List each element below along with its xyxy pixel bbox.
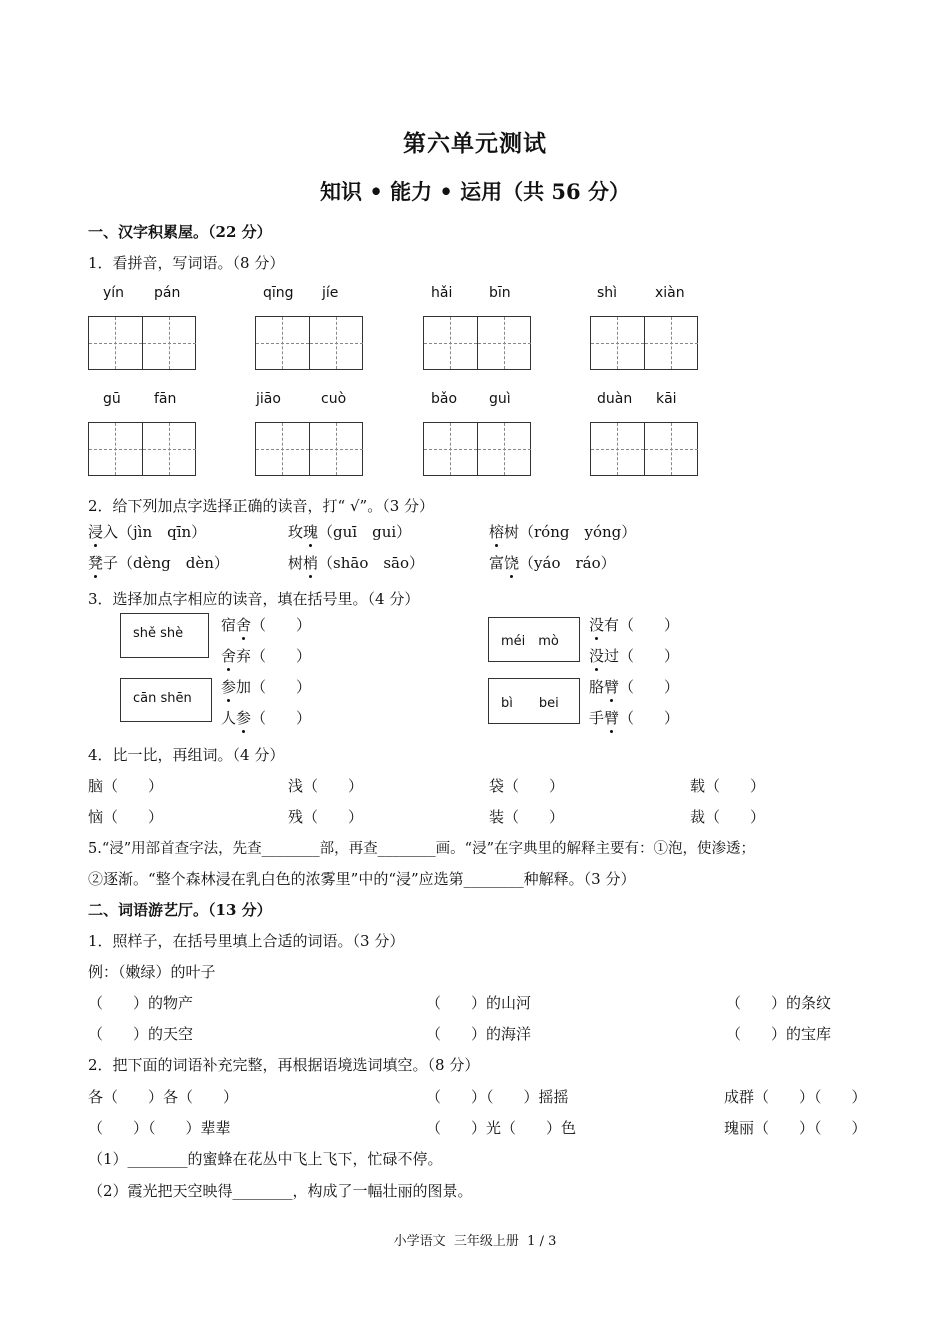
idiom-fill[interactable]: 各（ ）各（ ） bbox=[88, 1088, 239, 1106]
pinyin-label: gū bbox=[103, 391, 121, 407]
polyphone-word[interactable]: 宿舍（ ） bbox=[221, 616, 312, 634]
pinyin-label: shì bbox=[597, 285, 618, 301]
question-3: 3．选择加点字相应的读音，填在括号里。（4 分） bbox=[88, 590, 420, 608]
writing-grid[interactable] bbox=[590, 422, 698, 476]
context-fill-2[interactable]: （2）霞光把天空映得________，构成了一幅壮丽的图景。 bbox=[88, 1182, 473, 1200]
fill-phrase[interactable]: （ ）的条纹 bbox=[726, 994, 832, 1012]
pinyin-label: bǎo bbox=[431, 391, 458, 407]
pinyin-label: duàn bbox=[597, 391, 633, 407]
reading-choice[interactable]: 浸入（jìn qīn） bbox=[88, 523, 207, 541]
writing-grid[interactable] bbox=[88, 316, 196, 370]
pinyin-option-box: cān shēn bbox=[120, 678, 212, 722]
fill-phrase[interactable]: （ ）的天空 bbox=[88, 1025, 194, 1043]
compare-item[interactable]: 脑（ ） bbox=[88, 777, 164, 795]
compare-item[interactable]: 残（ ） bbox=[288, 808, 364, 826]
pinyin-label: kāi bbox=[656, 391, 677, 407]
reading-choice[interactable]: 树梢（shāo sāo） bbox=[288, 554, 425, 572]
polyphone-word[interactable]: 没有（ ） bbox=[589, 616, 680, 634]
idiom-fill[interactable]: （ ）光（ ）色 bbox=[426, 1119, 577, 1137]
fill-phrase[interactable]: （ ）的物产 bbox=[88, 994, 194, 1012]
context-fill-1[interactable]: （1）________的蜜蜂在花丛中飞上飞下，忙碌不停。 bbox=[88, 1150, 443, 1168]
fill-phrase[interactable]: （ ）的海洋 bbox=[426, 1025, 532, 1043]
writing-grid[interactable] bbox=[423, 422, 531, 476]
idiom-fill[interactable]: 瑰丽（ ）（ ） bbox=[724, 1119, 867, 1137]
section-2-question-1: 1．照样子，在括号里填上合适的词语。（3 分） bbox=[88, 932, 405, 950]
reading-choice[interactable]: 榕树（róng yóng） bbox=[489, 523, 637, 541]
pinyin-label: xiàn bbox=[655, 285, 685, 301]
idiom-fill[interactable]: 成群（ ）（ ） bbox=[724, 1088, 867, 1106]
writing-grid[interactable] bbox=[255, 422, 363, 476]
pinyin-label: pán bbox=[154, 285, 181, 301]
pinyin-label: qīng bbox=[263, 285, 294, 301]
compare-item[interactable]: 装（ ） bbox=[489, 808, 565, 826]
pinyin-label: hǎi bbox=[431, 285, 453, 301]
compare-item[interactable]: 裁（ ） bbox=[690, 808, 766, 826]
pinyin-label: bīn bbox=[489, 285, 511, 301]
section-1-heading: 一、汉字积累屋。（22 分） bbox=[88, 223, 272, 241]
reading-choice[interactable]: 富饶（yáo ráo） bbox=[489, 554, 616, 572]
question-2: 2．给下列加点字选择正确的读音，打“ √”。（3 分） bbox=[88, 497, 435, 515]
polyphone-word[interactable]: 参加（ ） bbox=[221, 678, 312, 696]
pinyin-label: jiāo bbox=[256, 391, 281, 407]
question-5-line-1: 5.“浸”用部首查字法，先查________部，再查________画。“浸”在字典里的解释主要有：①泡，使渗透； bbox=[88, 841, 755, 857]
page-footer: 小学语文 三年级上册 1 / 3 bbox=[393, 1234, 557, 1249]
page-subtitle: 知识 • 能力 • 运用（共 56 分） bbox=[320, 179, 630, 204]
reading-choice[interactable]: 玫瑰（guī gui） bbox=[288, 523, 412, 541]
writing-grid[interactable] bbox=[423, 316, 531, 370]
polyphone-word[interactable]: 没过（ ） bbox=[589, 647, 680, 665]
example-text: 例：（嫩绿）的叶子 bbox=[88, 963, 216, 981]
polyphone-word[interactable]: 胳臂（ ） bbox=[589, 678, 680, 696]
pinyin-option-box: shě shè bbox=[120, 613, 209, 658]
compare-item[interactable]: 袋（ ） bbox=[489, 777, 565, 795]
compare-item[interactable]: 载（ ） bbox=[690, 777, 766, 795]
pinyin-label: cuò bbox=[321, 391, 347, 407]
polyphone-word[interactable]: 舍弃（ ） bbox=[221, 647, 312, 665]
compare-item[interactable]: 浅（ ） bbox=[288, 777, 364, 795]
writing-grid[interactable] bbox=[88, 422, 196, 476]
compare-item[interactable]: 恼（ ） bbox=[88, 808, 164, 826]
page-title: 第六单元测试 bbox=[403, 130, 547, 157]
pinyin-option-box: méi mò bbox=[488, 617, 580, 662]
idiom-fill[interactable]: （ ）（ ）摇摇 bbox=[426, 1088, 569, 1106]
question-5-line-2: ②逐渐。“整个森林浸在乳白色的浓雾里”中的“浸”应选第________种解释。（3 分） bbox=[88, 870, 636, 888]
question-1: 1．看拼音，写词语。（8 分） bbox=[88, 254, 285, 272]
reading-choice[interactable]: 凳子（dèng dèn） bbox=[88, 554, 229, 572]
polyphone-word[interactable]: 手臂（ ） bbox=[589, 709, 680, 727]
pinyin-label: yín bbox=[103, 285, 125, 301]
section-2-heading: 二、词语游艺厅。（13 分） bbox=[88, 901, 272, 919]
pinyin-label: guì bbox=[489, 391, 511, 407]
pinyin-option-box: bì bei bbox=[488, 678, 580, 724]
idiom-fill[interactable]: （ ）（ ）辈辈 bbox=[88, 1119, 231, 1137]
fill-phrase[interactable]: （ ）的宝库 bbox=[726, 1025, 832, 1043]
writing-grid[interactable] bbox=[590, 316, 698, 370]
pinyin-label: jíe bbox=[322, 285, 339, 301]
polyphone-word[interactable]: 人参（ ） bbox=[221, 709, 312, 727]
writing-grid[interactable] bbox=[255, 316, 363, 370]
fill-phrase[interactable]: （ ）的山河 bbox=[426, 994, 532, 1012]
section-2-question-2: 2．把下面的词语补充完整，再根据语境选词填空。（8 分） bbox=[88, 1056, 480, 1074]
question-4: 4．比一比，再组词。（4 分） bbox=[88, 746, 285, 764]
pinyin-label: fān bbox=[154, 391, 177, 407]
